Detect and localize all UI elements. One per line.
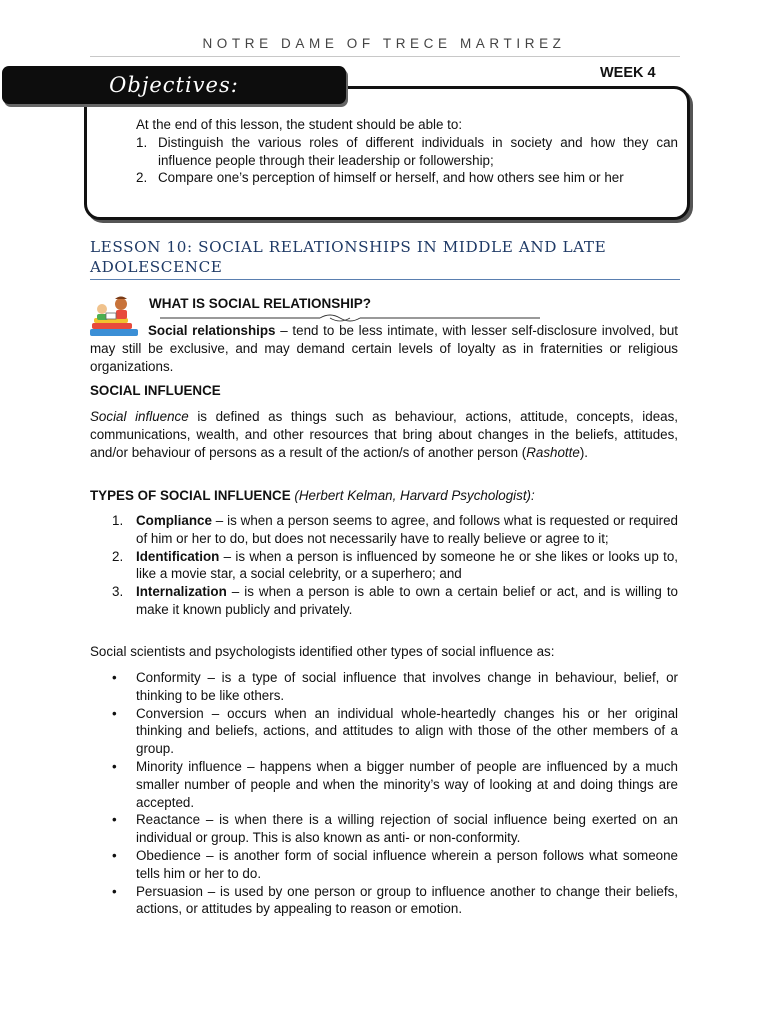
objectives-content <box>136 116 678 187</box>
list-item: • Conformity – is a type of social influence that involves change in behaviour, belief, or thinking to be like others. <box>112 670 678 703</box>
social-influence-definition: Social influence is defined as things such as behaviour, actions, attitude, concepts, ideas, communications, wealth, and other resources that bring about changes in the beliefs, attitudes, and/or behaviour of persons as a result of the action/s of another person (Rashotte). <box>90 409 679 460</box>
list-item: • Persuasion – is used by one person or group to influence another to change their beliefs, actions, or attitudes by appealing to reason or emotion. <box>112 883 678 917</box>
types-heading: TYPES OF SOCIAL INFLUENCE (Herbert Kelman, Harvard Psychologist): <box>90 488 535 503</box>
objective-item: 2. Compare one’s perception of himself or herself, and how others see him or her <box>136 170 624 186</box>
list-item: 1. Compliance – is when a person seems to agree, and follows what is requested or required of him or her to do, but does not necessarily have to really believe or agree to it; <box>112 513 678 546</box>
objectives-intro: At the end of this lesson, the student should be able to: <box>136 117 463 132</box>
other-types-list <box>90 669 678 918</box>
social-relationship-definition: Social relationships – tend to be less intimate, with lesser self-disclosure involved, but may still be exclusive, and may demand certain levels of loyalty as in fraternities or religious organizations. <box>90 323 678 374</box>
bullet-icon: • <box>112 705 117 721</box>
week-label: WEEK 4 <box>600 65 656 81</box>
bullet-icon: • <box>112 670 117 685</box>
objective-item: 1. Distinguish the various roles of different individuals in society and how they can influence people through their leadership or followership; <box>136 134 678 168</box>
bullet-icon: • <box>112 812 117 828</box>
list-item: • Obedience – is another form of social influence wherein a person follows what someone tells him or her to do. <box>112 847 678 881</box>
list-item: • Minority influence – happens when a bigger number of people are influenced by a much smaller number of people and when the minority’s way of looking at and doing things are accepted. <box>112 758 678 810</box>
bullet-icon: • <box>112 847 117 863</box>
list-item: 2. Identification – is when a person is influenced by someone he or she likes or looks up to, like a movie star, a social celebrity, or a superhero; and <box>112 548 678 582</box>
bullet-icon: • <box>112 758 117 774</box>
school-name: NOTRE DAME OF TRECE MARTIREZ <box>202 36 566 51</box>
objectives-list <box>136 134 678 187</box>
other-types-intro: Social scientists and psychologists identified other types of social influence as: <box>90 644 555 659</box>
list-item: 3. Internalization – is when a person is able to own a certain belief or act, and is willing to make it known publicly and privately. <box>112 584 678 617</box>
lesson-divider <box>90 279 680 280</box>
list-item: • Reactance – is when there is a willing rejection of social influence being exerted on an individual or group. This is also known as anti- or non-conformity. <box>112 812 678 846</box>
section-heading-social-influence: SOCIAL INFLUENCE <box>90 383 221 398</box>
bullet-icon: • <box>112 883 117 899</box>
types-list <box>90 512 678 619</box>
list-item: • Conversion – occurs when an individual whole-heartedly changes his or her original thinking and beliefs, actions, and attitudes to align with those of the other members of a group. <box>112 705 678 757</box>
lesson-title: LESSON 10: SOCIAL RELATIONSHIPS IN MIDDLE AND LATE ADOLESCENCE <box>90 238 607 276</box>
objectives-title: Objectives: <box>2 66 346 104</box>
section-heading-social-relationship: WHAT IS SOCIAL RELATIONSHIP? <box>149 296 371 311</box>
header-divider <box>90 56 680 57</box>
